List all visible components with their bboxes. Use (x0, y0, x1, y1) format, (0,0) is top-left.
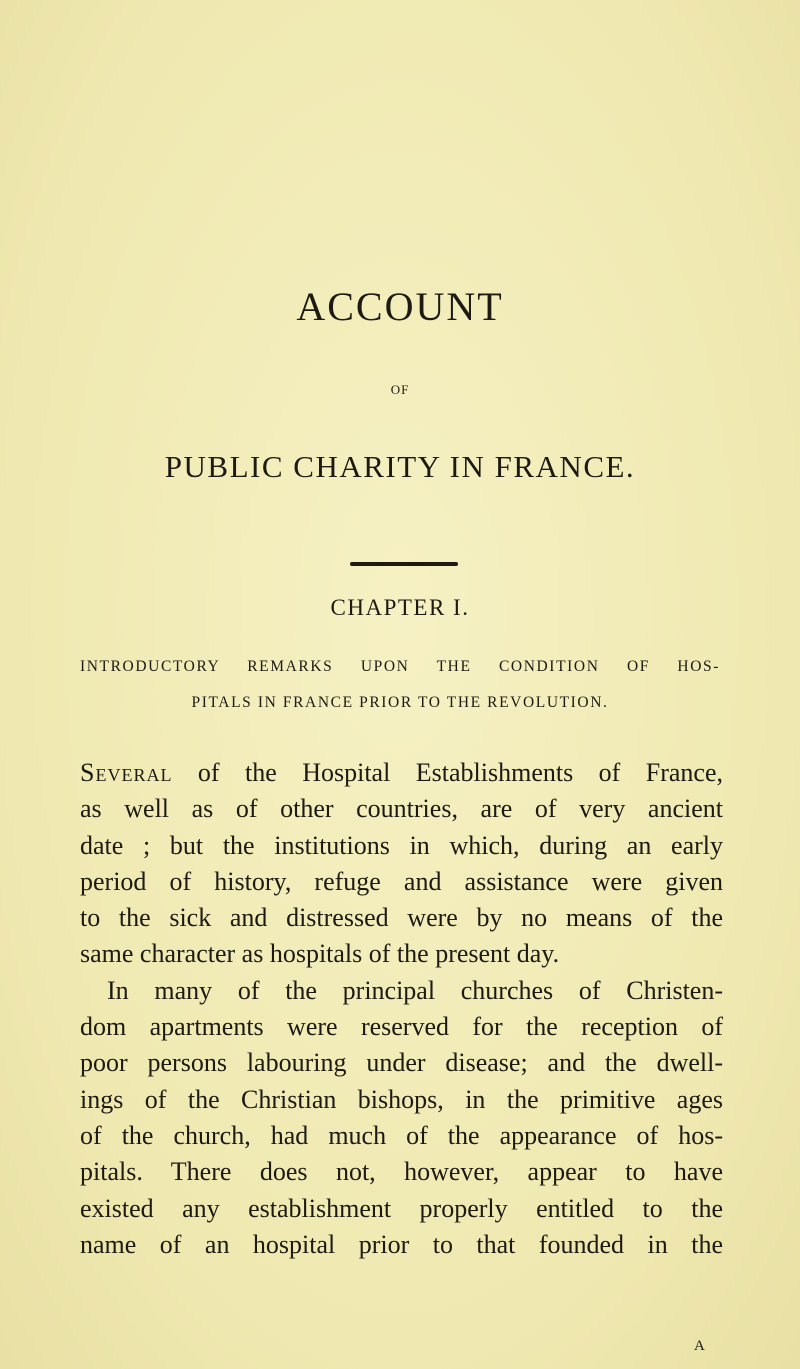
decorative-rule (350, 562, 458, 566)
body-text (80, 755, 723, 1263)
text-line: In many of the principal churches of Christen- (107, 975, 723, 1005)
text-line: dom apartments were reserved for the reception of (80, 1012, 723, 1042)
chapter-summary-line: INTRODUCTORY REMARKS UPON THE CONDITION OF HOS- (80, 658, 720, 675)
text-line: as well as of other countries, are of very ancient (80, 794, 723, 824)
title-connector: OF (390, 382, 410, 397)
page-subtitle: PUBLIC CHARITY IN FRANCE. (164, 449, 636, 484)
text-line: date ; but the institutions in which, during an early (80, 830, 723, 860)
text-line: of the church, had much of the appearance of hos- (80, 1120, 723, 1150)
signature-mark: A (694, 1338, 706, 1354)
text-line-rest: of the Hospital Establishments of France, (172, 758, 723, 787)
page-title: ACCOUNT (296, 284, 504, 329)
text-line: poor persons labouring under disease; and the dwell- (80, 1048, 723, 1078)
chapter-summary (80, 649, 720, 721)
text-line: ings of the Christian bishops, in the primitive ages (80, 1084, 723, 1114)
text-line: same character as hospitals of the present day. (80, 939, 560, 969)
chapter-heading: CHAPTER I. (330, 595, 470, 620)
text-line: pitals. There does not, however, appear to have (80, 1157, 723, 1187)
text-line: existed any establishment properly entitled to the (80, 1193, 723, 1223)
text-line: period of history, refuge and assistance were given (80, 866, 723, 896)
paragraph-lead-word: Several (80, 758, 173, 787)
text-line: to the sick and distressed were by no means of the (80, 903, 723, 933)
text-line: name of an hospital prior to that founded in the (80, 1229, 723, 1259)
text-line (80, 755, 723, 791)
chapter-summary-line: PITALS IN FRANCE PRIOR TO THE REVOLUTION. (191, 694, 609, 711)
